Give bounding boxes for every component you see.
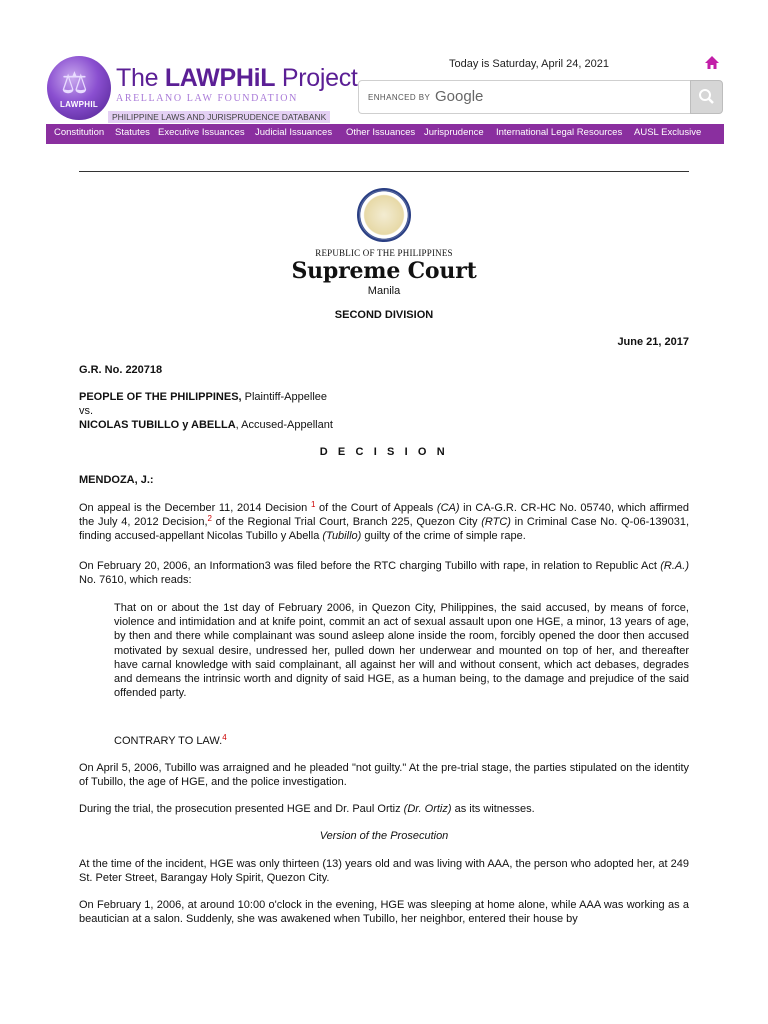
nav-item-executive-issuances[interactable]: Executive Issuances xyxy=(158,127,245,138)
search-input[interactable] xyxy=(358,80,690,114)
paragraph-3: On April 5, 2006, Tubillo was arraigned and he pleaded "not guilty." At the pre-trial stage, the parties stipulated on the identity of Tubillo, the age of HGE, and the police investigation. xyxy=(79,762,689,789)
republic-label: REPUBLIC OF THE PHILIPPINES xyxy=(315,248,453,258)
paragraph-1: On appeal is the December 11, 2014 Decision $^1$ of the Court of Appeals (CA) in CA-G.R. CR-HC No. 05740, which affirmed the July 4, 2012 Decision,$^2$ of the Regional Trial Court, Branch 225, Quezon City (RTC) in Criminal Case No. Q-06-139031, finding accused-appellant Nicolas Tubillo y Abella (Tubillo) guilty of the crime of simple rape. xyxy=(79,500,689,543)
nav-item-constitution[interactable]: Constitution xyxy=(54,127,105,138)
brand-subtitle: ARELLANO LAW FOUNDATION xyxy=(116,93,298,104)
contrary-to-law: CONTRARY TO LAW.$^4$ xyxy=(114,733,227,747)
search-icon xyxy=(691,81,722,113)
court-name: Supreme Court xyxy=(291,258,477,284)
nav-item-international-legal-resources[interactable]: International Legal Resources xyxy=(496,127,623,138)
paragraph-2: On February 20, 2006, an Information3 was filed before the RTC charging Tubillo with rape, in relation to Republic Act (R.A.) No. 7610, which reads: xyxy=(79,560,689,587)
nav-item-other-issuances[interactable]: Other Issuances xyxy=(346,127,416,138)
supreme-court-seal-icon xyxy=(357,188,411,242)
nav-item-jurisprudence[interactable]: Jurisprudence xyxy=(424,127,484,138)
current-date: Today is Saturday, April 24, 2021 xyxy=(449,58,610,70)
main-nav xyxy=(46,124,724,144)
paragraph-4: During the trial, the prosecution presented HGE and Dr. Paul Ortiz (Dr. Ortiz) as its witnesses. xyxy=(79,803,535,815)
plaintiff: PEOPLE OF THE PHILIPPINES, Plaintiff-Appellee xyxy=(79,391,327,403)
versus-label: vs. xyxy=(79,405,94,417)
divider xyxy=(79,171,689,172)
nav-item-statutes[interactable]: Statutes xyxy=(115,127,150,138)
footnote-link-2[interactable]: 2 xyxy=(207,514,212,524)
brand-tagline: PHILIPPINE LAWS AND JURISPRUDENCE DATABANK xyxy=(108,111,330,123)
brand-title[interactable]: The LAWPHiL Project xyxy=(116,64,358,92)
accused: NICOLAS TUBILLO y ABELLA, Accused-Appellant xyxy=(79,419,333,431)
nav-item-ausl-exclusive[interactable]: AUSL Exclusive xyxy=(634,127,702,138)
decision-date: June 21, 2017 xyxy=(617,336,689,348)
paragraph-6: On February 1, 2006, at around 10:00 o'clock in the evening, HGE was sleeping at home alone, while AAA was working as a beautician at a salon. Suddenly, she was awakened when Tubillo, her neighbor, entered their house by xyxy=(79,899,689,926)
search-enhanced-label: ENHANCED BY xyxy=(368,93,431,102)
search-button[interactable] xyxy=(690,80,723,114)
ponente: MENDOZA, J.: xyxy=(79,474,154,486)
home-icon[interactable] xyxy=(704,55,720,71)
information-quote: That on or about the 1st day of February 2006, in Quezon City, Philippines, the said accused, by means of force, violence and intimidation and at knife point, commit an act of sexual assault upon one HGE, a minor, 13 years of age, by then and there while complainant was sound asleep alone inside the room, forcibly opened the door then accused motivated by sexual desire, undressed her, pulled down her underwear and mounted on top of her, and thereafter have carnal knowledge with said complainant, all against her will and without consent, which act debases, degrades and demeans the intrinsic worth and dignity of said HGE, as a human being, to the damage and prejudice of the said offended party. xyxy=(114,602,689,700)
lawphil-logo[interactable] xyxy=(47,56,111,120)
footnote-link-4[interactable]: 4 xyxy=(222,733,227,742)
court-division: SECOND DIVISION xyxy=(334,309,434,321)
section-heading: Version of the Prosecution xyxy=(319,830,449,842)
gr-number: G.R. No. 220718 xyxy=(79,364,163,376)
court-city: Manila xyxy=(367,285,401,297)
paragraph-5: At the time of the incident, HGE was only thirteen (13) years old and was living with AAA, the person who adopted her, at 249 St. Peter Street, Barangay Holy Spirit, Quezon City. xyxy=(79,858,689,885)
decision-heading: D E C I S I O N xyxy=(319,446,449,458)
nav-item-judicial-issuances[interactable]: Judicial Issuances xyxy=(255,127,333,138)
logo-label: LAWPHIL xyxy=(59,100,99,109)
search-provider-label: Google xyxy=(435,88,484,105)
scales-of-justice-icon: ⚖ xyxy=(61,66,88,101)
footnote-link-1[interactable]: 1 xyxy=(310,500,316,509)
